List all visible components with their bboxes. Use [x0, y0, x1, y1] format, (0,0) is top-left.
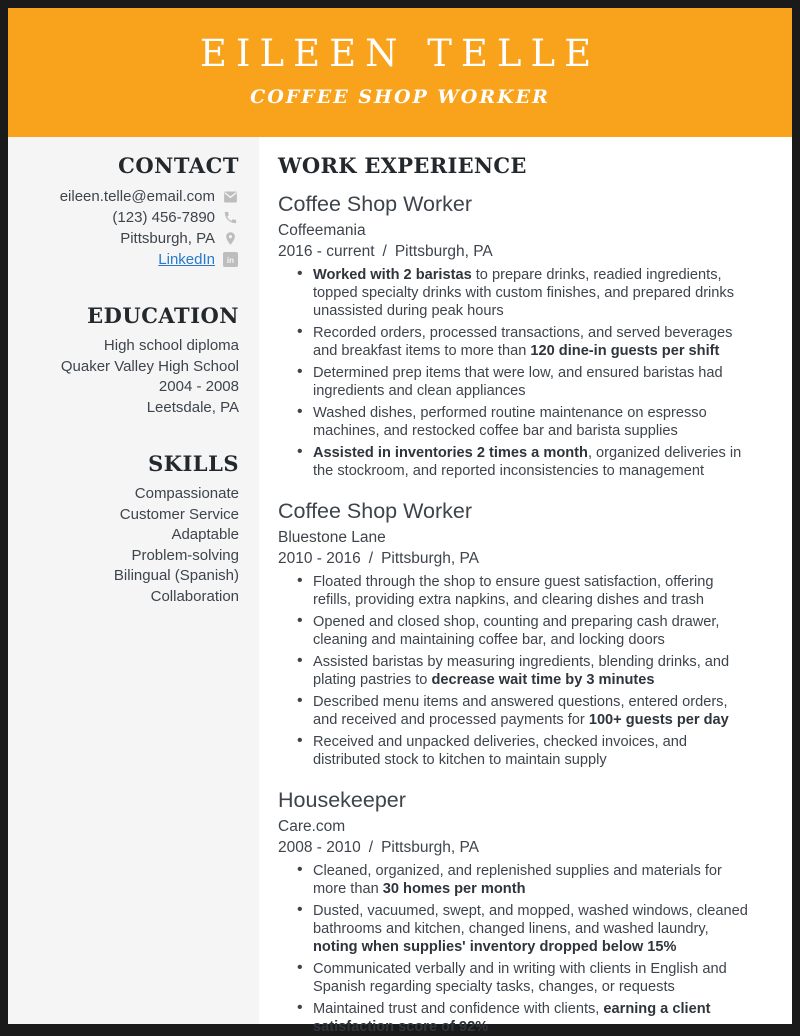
job-bullet: • Floated through the shop to ensure guest satisfaction, offering refills, providing extra napkins, and clearing dishes and trash	[278, 573, 752, 609]
contact-list	[18, 186, 239, 270]
sidebar	[8, 137, 259, 1024]
job-bullet: • Assisted baristas by measuring ingredients, blending drinks, and plating pastries to decrease wait time by 3 minutes	[278, 653, 752, 689]
education-line: Quaker Valley High School	[18, 357, 239, 378]
job-meta	[278, 837, 752, 858]
job-bullet: • Maintained trust and confidence with clients, earning a client satisfaction score of 92%	[278, 1000, 752, 1036]
contact-item	[18, 207, 239, 228]
skill-item: Compassionate	[18, 484, 239, 505]
job-title: Coffee Shop Worker	[278, 497, 752, 525]
job-bullet: • Dusted, vacuumed, swept, and mopped, washed windows, cleaned bathrooms and kitchen, changed linens, and washed laundry, noting when supplies' inventory dropped below 15%	[278, 902, 752, 956]
job-entry	[278, 497, 752, 769]
job-dates: 2016 - current	[278, 243, 375, 260]
job-meta-separator: /	[369, 550, 373, 567]
job-location: Pittsburgh, PA	[381, 839, 479, 856]
job-bullet: • Assisted in inventories 2 times a month, organized deliveries in the stockroom, and reported inconsistencies to management	[278, 444, 752, 480]
job-bullet: • Communicated verbally and in writing with clients in English and Spanish regarding specialty tasks, changes, or requests	[278, 960, 752, 996]
contact-item	[18, 186, 239, 207]
contact-section	[18, 153, 239, 270]
skills-section	[18, 451, 239, 607]
candidate-name: EILEEN TELLE	[8, 32, 792, 76]
linkedin-icon	[222, 251, 239, 268]
job-bullet: • Cleaned, organized, and replenished supplies and materials for more than 30 homes per month	[278, 862, 752, 898]
skill-item: Collaboration	[18, 587, 239, 608]
job-title: Coffee Shop Worker	[278, 190, 752, 218]
resume-page	[8, 8, 792, 1024]
contact-item-label: (123) 456-7890	[112, 207, 215, 228]
contact-item-label: Pittsburgh, PA	[120, 228, 215, 249]
job-dates: 2008 - 2010	[278, 839, 361, 856]
job-location: Pittsburgh, PA	[381, 550, 479, 567]
skill-item: Bilingual (Spanish)	[18, 566, 239, 587]
education-line: 2004 - 2008	[18, 377, 239, 398]
job-bullet-list	[278, 862, 752, 1036]
contact-item-label: eileen.telle@email.com	[60, 186, 215, 207]
job-company: Care.com	[278, 816, 752, 837]
job-bullet-list	[278, 573, 752, 769]
job-bullet: • Opened and closed shop, counting and preparing cash drawer, cleaning and maintaining coffee bar, and locking doors	[278, 613, 752, 649]
skills-heading: SKILLS	[18, 451, 239, 477]
job-meta-separator: /	[383, 243, 387, 260]
job-bullet: • Washed dishes, performed routine maintenance on espresso machines, and restocked coffee bar and barista supplies	[278, 404, 752, 440]
resume-body	[8, 137, 792, 1024]
contact-item	[18, 228, 239, 249]
skill-item: Problem-solving	[18, 546, 239, 567]
job-title: Housekeeper	[278, 786, 752, 814]
resume-header	[8, 8, 792, 137]
job-bullet-list	[278, 266, 752, 480]
job-entry	[278, 786, 752, 1036]
job-bullet: • Worked with 2 baristas to prepare drinks, readied ingredients, topped specialty drinks with custom finishes, and prepared drinks unassisted during peak hours	[278, 266, 752, 320]
job-bullet: • Recorded orders, processed transactions, and served beverages and breakfast items to more than 120 dine-in guests per shift	[278, 324, 752, 360]
linkedin-link[interactable]: LinkedIn	[158, 249, 215, 270]
education-list	[18, 336, 239, 418]
job-bullet: • Received and unpacked deliveries, checked invoices, and distributed stock to kitchen to maintain supply	[278, 733, 752, 769]
phone-icon	[222, 209, 239, 226]
work-experience-section	[259, 137, 792, 1024]
job-bullet: • Determined prep items that were low, and ensured baristas had ingredients and clean appliances	[278, 364, 752, 400]
job-meta-separator: /	[369, 839, 373, 856]
candidate-title: COFFEE SHOP WORKER	[8, 86, 792, 108]
job-list	[278, 190, 752, 1036]
svg-text:in: in	[227, 256, 234, 265]
work-experience-heading: WORK EXPERIENCE	[278, 153, 752, 179]
job-meta	[278, 548, 752, 569]
job-location: Pittsburgh, PA	[395, 243, 493, 260]
education-line: High school diploma	[18, 336, 239, 357]
skills-list	[18, 484, 239, 607]
job-company: Bluestone Lane	[278, 527, 752, 548]
contact-item	[18, 249, 239, 270]
skill-item: Adaptable	[18, 525, 239, 546]
location-icon	[222, 230, 239, 247]
education-line: Leetsdale, PA	[18, 398, 239, 419]
job-entry	[278, 190, 752, 480]
job-company: Coffeemania	[278, 220, 752, 241]
contact-heading: CONTACT	[18, 153, 239, 179]
education-section	[18, 303, 239, 418]
job-dates: 2010 - 2016	[278, 550, 361, 567]
mail-icon	[222, 188, 239, 205]
education-heading: EDUCATION	[18, 303, 239, 329]
job-meta	[278, 241, 752, 262]
job-bullet: • Described menu items and answered questions, entered orders, and received and processed payments for 100+ guests per day	[278, 693, 752, 729]
skill-item: Customer Service	[18, 505, 239, 526]
